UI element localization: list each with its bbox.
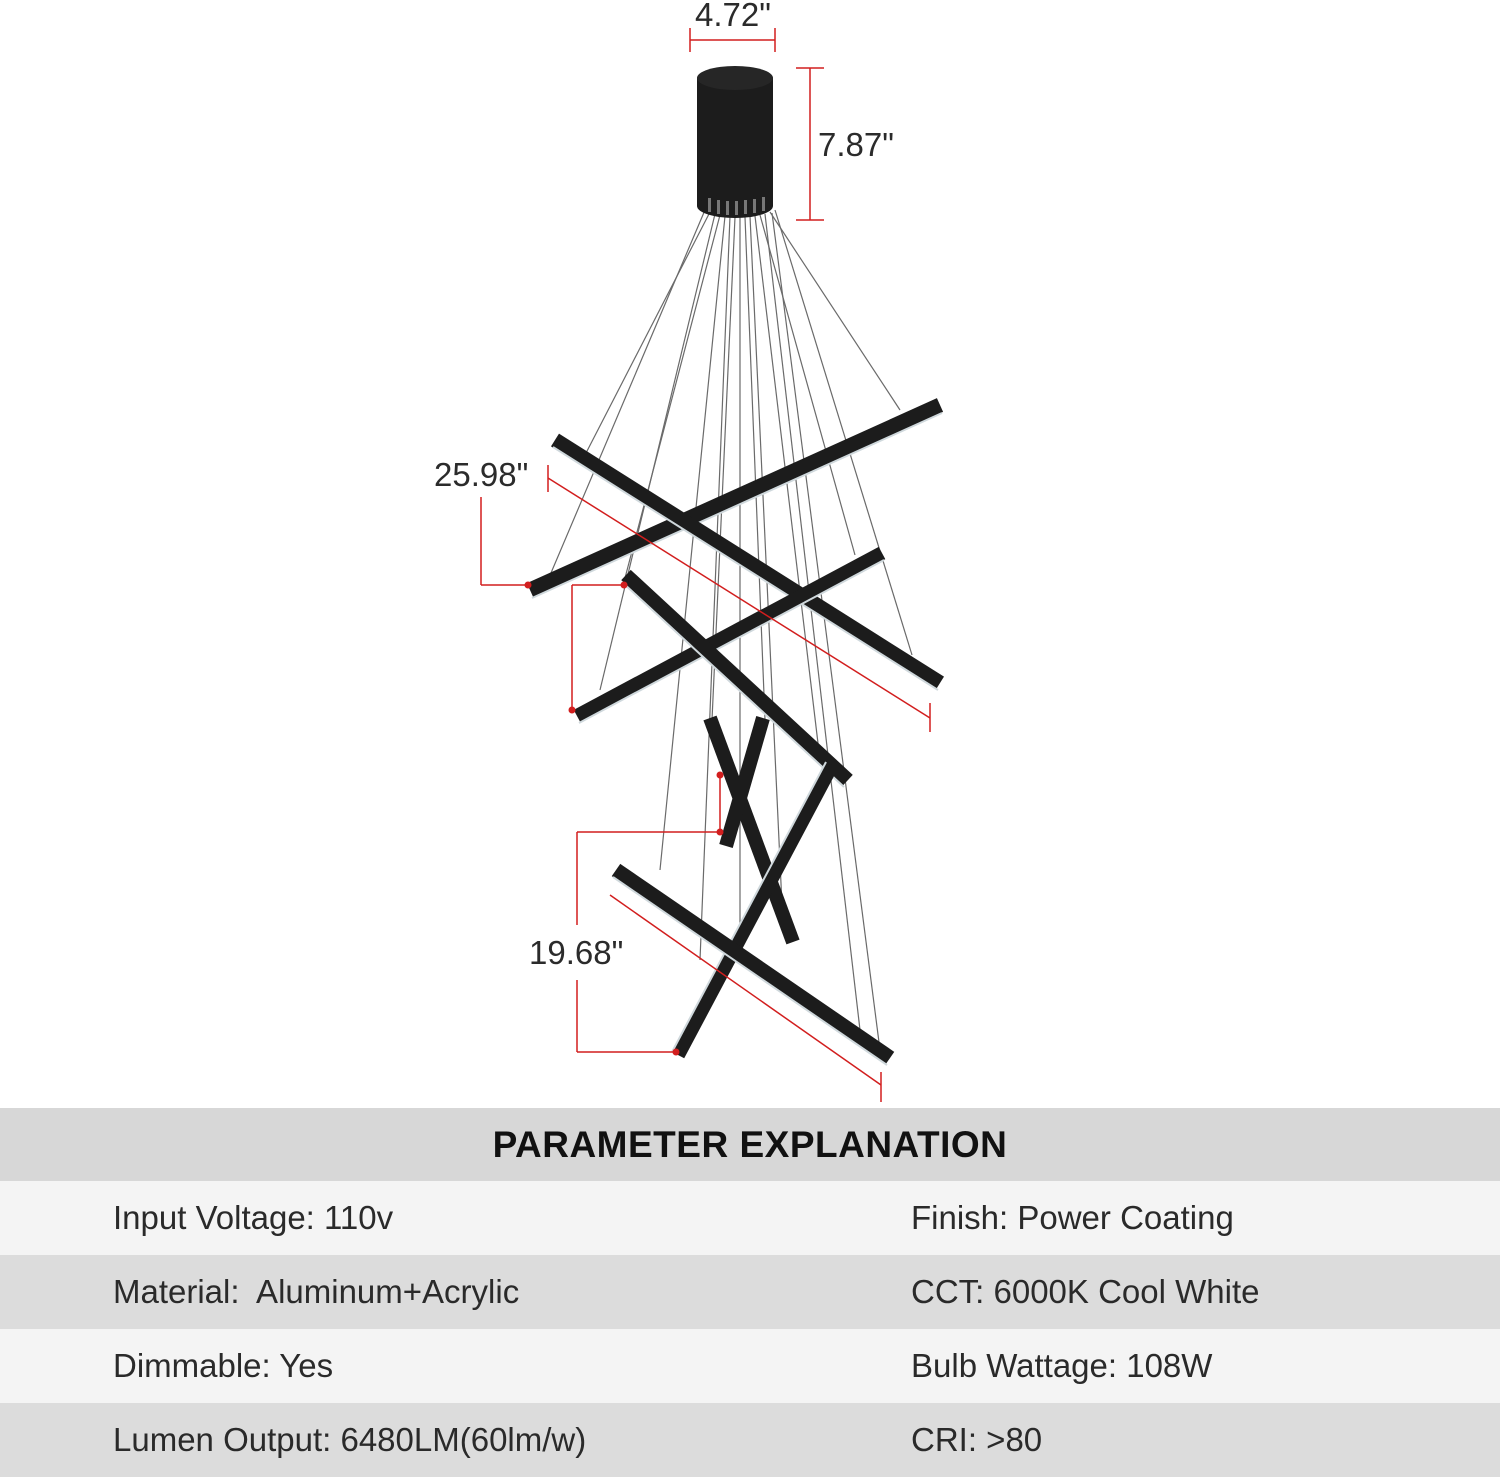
param-finish: Finish: Power Coating xyxy=(911,1199,1234,1236)
param-input-voltage: Input Voltage: 110v xyxy=(113,1199,394,1236)
table-row xyxy=(0,1181,1500,1255)
parameter-table-title: PARAMETER EXPLANATION xyxy=(0,1108,1500,1181)
param-bulb-wattage: Bulb Wattage: 108W xyxy=(911,1347,1213,1384)
dim-upper-bar-length-label: 25.98" xyxy=(434,456,529,493)
param-cri: CRI: >80 xyxy=(911,1421,1043,1458)
dim-lower-bar-length-label: 19.68" xyxy=(529,934,624,971)
led-bar-upper-1 xyxy=(530,405,942,598)
param-lumen-output: Lumen Output: 6480LM(60lm/w) xyxy=(113,1421,587,1458)
table-row xyxy=(0,1329,1500,1403)
table-row xyxy=(0,1255,1500,1329)
dim-canopy-height-label: 7.87" xyxy=(818,126,894,163)
table-row xyxy=(0,1403,1500,1477)
led-bar-upper-2 xyxy=(553,440,940,690)
param-material: Material: Aluminum+Acrylic xyxy=(113,1273,520,1310)
dim-top-width-label: 4.72" xyxy=(695,0,771,33)
parameter-table xyxy=(0,1108,1500,1477)
param-dimmable: Dimmable: Yes xyxy=(113,1347,334,1384)
led-bar-lower-2 xyxy=(613,870,890,1065)
ceiling-canopy xyxy=(697,66,773,218)
param-cct: CCT: 6000K Cool White xyxy=(911,1273,1260,1310)
